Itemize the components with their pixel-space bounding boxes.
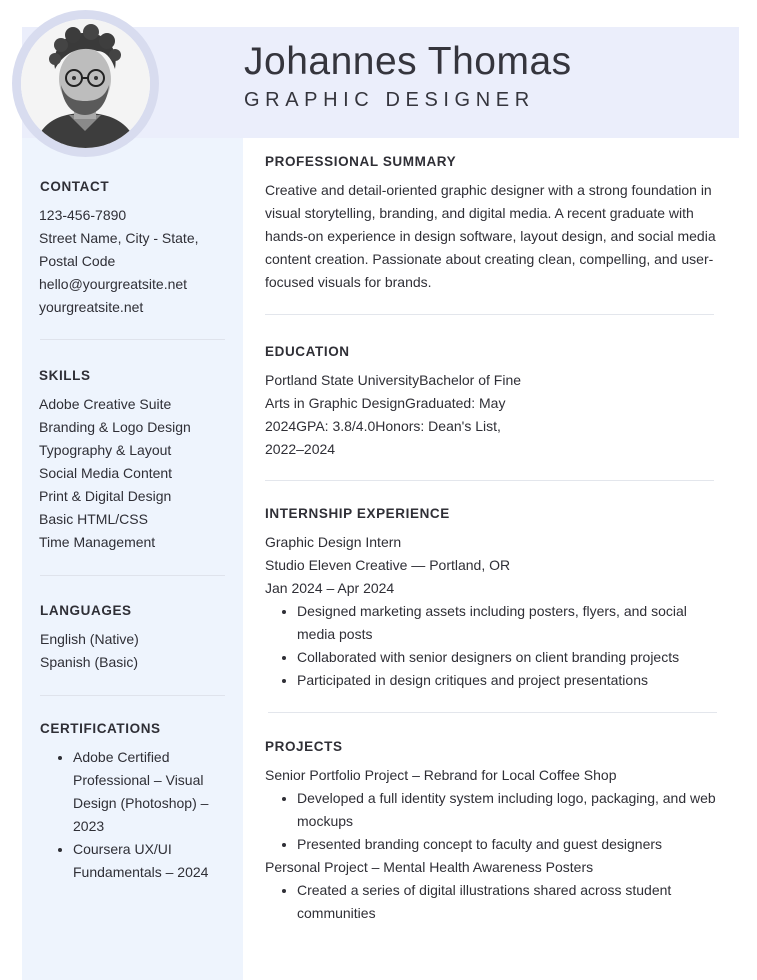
skills-section: [39, 368, 229, 554]
education-line: Arts in Graphic DesignGraduated: May: [265, 395, 506, 411]
certifications-heading: CERTIFICATIONS: [40, 721, 161, 736]
project-bullet: • Presented branding concept to faculty and guest designers: [297, 833, 720, 856]
internship-bullet: • Designed marketing assets including posters, flyers, and social media posts: [297, 600, 720, 646]
contact-section: [40, 179, 230, 319]
contact-postal: Postal Code: [39, 253, 116, 269]
project-name: Personal Project – Mental Health Awareness Posters: [265, 859, 594, 875]
profile-photo-ring: [12, 10, 159, 157]
skills-heading: SKILLS: [39, 368, 91, 383]
language-item: English (Native): [40, 631, 139, 647]
internship-bullet: • Collaborated with senior designers on client branding projects: [297, 646, 720, 669]
languages-section: [40, 603, 230, 674]
project-bullet: • Developed a full identity system including logo, packaging, and web mockups: [297, 787, 720, 833]
sidebar-divider: [40, 695, 225, 696]
summary-section: [265, 154, 720, 294]
internship-heading: INTERNSHIP EXPERIENCE: [265, 506, 450, 521]
candidate-role: GRAPHIC DESIGNER: [244, 89, 535, 111]
projects-heading: PROJECTS: [265, 739, 343, 754]
projects-section: [265, 739, 720, 925]
language-item: Spanish (Basic): [40, 654, 139, 670]
contact-website: yourgreatsite.net: [39, 299, 144, 315]
contact-phone: 123-456-7890: [39, 207, 127, 223]
summary-text: Creative and detail-oriented graphic designer with a strong foundation in visual storytelling, branding, and digital media. A recent graduate with hands-on experience in design software, layout design, and social media content creation. Passionate about creating clean, compelling, and user-focused visuals for brands.: [265, 182, 716, 290]
skill-item: Typography & Layout: [39, 442, 172, 458]
education-section: [265, 344, 720, 461]
contact-heading: CONTACT: [40, 179, 110, 194]
section-divider: [265, 480, 714, 481]
contact-email: hello@yourgreatsite.net: [39, 276, 188, 292]
education-line: Portland State UniversityBachelor of Fine: [265, 372, 522, 388]
internship-bullet: • Participated in design critiques and project presentations: [297, 669, 720, 692]
skill-item: Print & Digital Design: [39, 488, 172, 504]
certification-item: • Adobe Certified Professional – Visual Design (Photoshop) – 2023: [73, 746, 220, 838]
project-name: Senior Portfolio Project – Rebrand for Local Coffee Shop: [265, 767, 617, 783]
summary-heading: PROFESSIONAL SUMMARY: [265, 154, 457, 169]
skill-item: Branding & Logo Design: [39, 419, 191, 435]
languages-heading: LANGUAGES: [40, 603, 132, 618]
education-line: 2024GPA: 3.8/4.0Honors: Dean's List,: [265, 418, 501, 434]
education-line: 2022–2024: [265, 441, 336, 457]
education-heading: EDUCATION: [265, 344, 350, 359]
project-bullet: • Created a series of digital illustrations shared across student communities: [297, 879, 720, 925]
contact-address: Street Name, City - State,: [39, 230, 199, 246]
candidate-name: Johannes Thomas: [244, 40, 572, 83]
skill-item: Social Media Content: [39, 465, 173, 481]
internship-dates: Jan 2024 – Apr 2024: [265, 580, 395, 596]
profile-photo: [21, 19, 150, 148]
internship-position: Graphic Design Intern: [265, 534, 402, 550]
certification-item: • Coursera UX/UI Fundamentals – 2024: [73, 838, 220, 884]
sidebar-divider: [40, 575, 225, 576]
skill-item: Basic HTML/CSS: [39, 511, 148, 527]
certifications-section: [40, 721, 220, 884]
sidebar-divider: [40, 339, 225, 340]
skill-item: Time Management: [39, 534, 156, 550]
internship-section: [265, 506, 720, 692]
skill-item: Adobe Creative Suite: [39, 396, 172, 412]
section-divider: [268, 712, 717, 713]
internship-company: Studio Eleven Creative — Portland, OR: [265, 557, 511, 573]
section-divider: [265, 314, 714, 315]
